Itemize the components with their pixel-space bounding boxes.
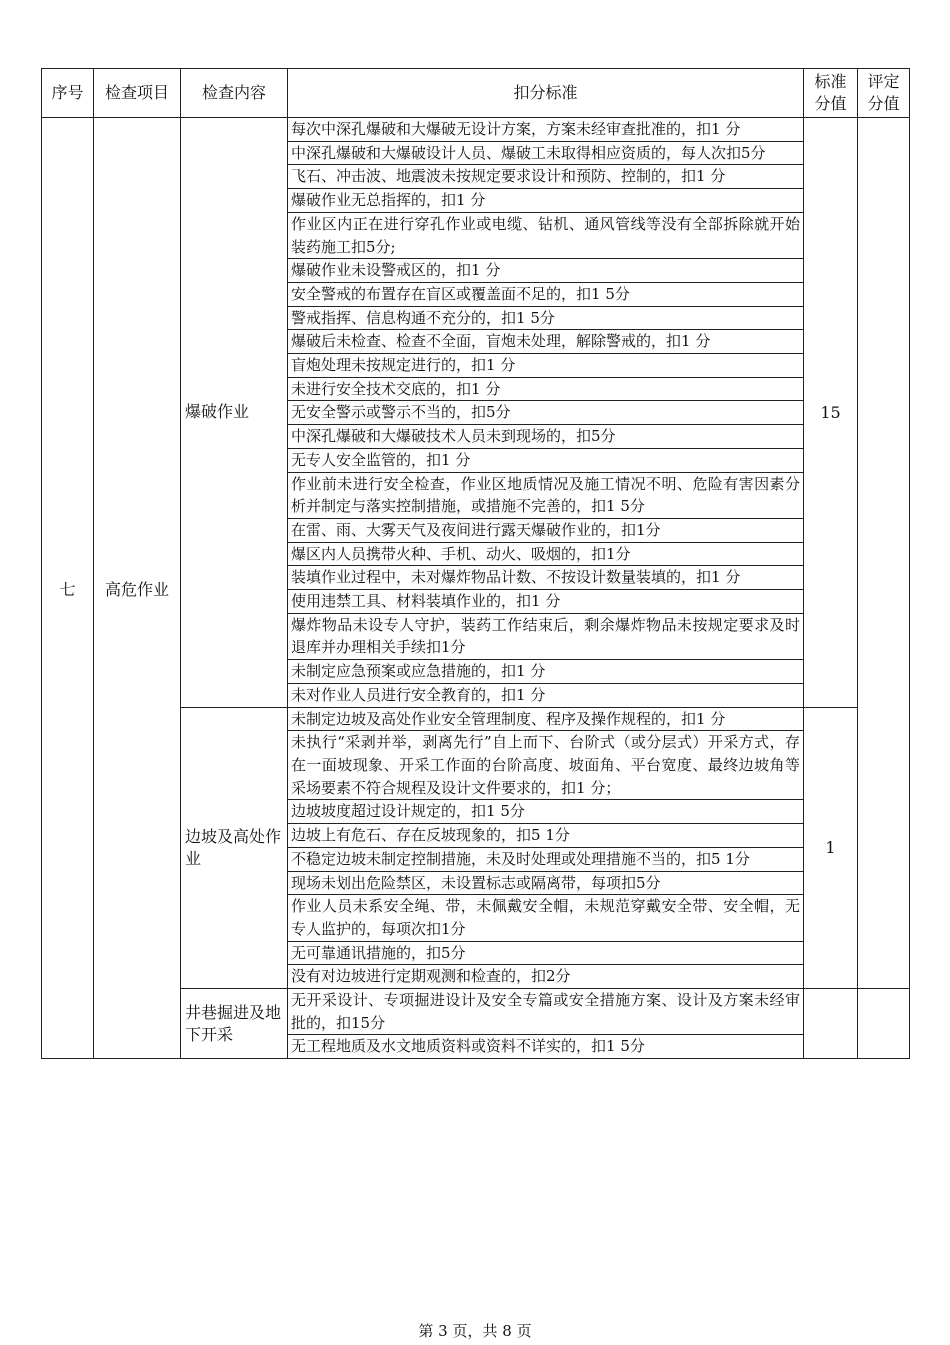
header-content: 检查内容 <box>181 69 288 118</box>
section-row-blasting <box>42 118 910 708</box>
criteria-cell-underground <box>288 989 804 1059</box>
criteria-item: 在雷、雨、大雾天气及夜间进行露天爆破作业的，扣1分 <box>288 519 803 543</box>
criteria-item: 无工程地质及水文地质资料或资料不详实的，扣1 5分 <box>291 1037 645 1056</box>
criteria-item: 安全警戒的布置存在盲区或覆盖面不足的，扣1 5分 <box>288 283 803 307</box>
criteria-item: 作业区内正在进行穿孔作业或电缆、钻机、通风管线等没有全部拆除就开始装药施工扣5分; <box>288 213 803 259</box>
criteria-item: 边坡上有危石、存在反坡现象的，扣5 1分 <box>288 824 803 848</box>
criteria-item: 无专人安全监管的，扣1 分 <box>288 449 803 473</box>
header-row <box>42 69 910 118</box>
criteria-item: 无开采设计、专项掘进设计及安全专篇或安全措施方案、设计及方案未经审批的，扣15分 <box>288 989 803 1035</box>
header-item: 检查项目 <box>94 69 181 118</box>
criteria-item: 作业人员未系安全绳、带，未佩戴安全帽，未规范穿戴安全带、安全帽，无专人监护的，每项次扣1分 <box>288 895 803 941</box>
criteria-item: 盲炮处理未按规定进行的，扣1 分 <box>288 354 803 378</box>
criteria-cell-slope <box>288 707 804 988</box>
criteria-item: 未对作业人员进行安全教育的，扣1 分 <box>291 685 546 704</box>
page-footer: 第 3 页，共 8 页 <box>418 1322 532 1340</box>
criteria-item: 爆区内人员携带火种、手机、动火、吸烟的，扣1分 <box>288 543 803 567</box>
criteria-item: 爆破后未检查、检查不全面，盲炮未处理，解除警戒的，扣1 分 <box>288 330 803 354</box>
criteria-item: 未制定边坡及高处作业安全管理制度、程序及操作规程的，扣1 分 <box>288 708 803 732</box>
criteria-list <box>288 989 803 1058</box>
std-score-cell-blasting: 15 <box>804 118 858 708</box>
criteria-item: 爆破作业未设警戒区的，扣1 分 <box>288 259 803 283</box>
criteria-item: 未执行“采剥并举，剥离先行”自上而下、台阶式（或分层式）开采方式，存在一面坡现象、开采工作面的台阶高度、坡面角、平台宽度、最终边坡角等采场要素不符合规程及设计文件要求的，扣1 分； <box>288 731 803 800</box>
eval-score-cell[interactable] <box>858 118 910 989</box>
header-criteria: 扣分标准 <box>288 69 804 118</box>
criteria-item: 每次中深孔爆破和大爆破无设计方案，方案未经审查批准的，扣1 分 <box>288 118 803 142</box>
criteria-list <box>288 118 803 707</box>
criteria-item: 无可靠通讯措施的，扣5分 <box>288 942 803 966</box>
criteria-item: 爆破作业无总指挥的，扣1 分 <box>288 189 803 213</box>
item-cell: 高危作业 <box>94 118 181 1059</box>
criteria-item: 警戒指挥、信息构通不充分的，扣1 5分 <box>288 307 803 331</box>
criteria-item: 现场未划出危险禁区，未设置标志或隔离带，每项扣5分 <box>288 872 803 896</box>
header-std-score: 标准 分值 <box>804 69 858 118</box>
criteria-item: 使用违禁工具、材料装填作业的，扣1 分 <box>288 590 803 614</box>
criteria-item: 飞石、冲击波、地震波未按规定要求设计和预防、控制的，扣1 分 <box>288 165 803 189</box>
std-score-cell-slope: 1 <box>804 707 858 988</box>
std-score-cell-underground <box>804 989 858 1059</box>
header-eval-score: 评定 分值 <box>858 69 910 118</box>
criteria-item: 未进行安全技术交底的，扣1 分 <box>288 378 803 402</box>
criteria-item: 中深孔爆破和大爆破设计人员、爆破工未取得相应资质的，每人次扣5分 <box>288 142 803 166</box>
content-cell-underground: 井巷掘进及地下开采 <box>181 989 288 1059</box>
criteria-item: 不稳定边坡未制定控制措施，未及时处理或处理措施不当的，扣5 1分 <box>288 848 803 872</box>
inspection-table <box>41 68 910 1059</box>
criteria-cell-blasting <box>288 118 804 708</box>
criteria-item: 无安全警示或警示不当的，扣5分 <box>288 401 803 425</box>
content-cell-blasting: 爆破作业 <box>181 118 288 708</box>
criteria-item: 爆炸物品未设专人守护，装药工作结束后，剩余爆炸物品未按规定要求及时退库并办理相关手续扣1分 <box>288 614 803 660</box>
header-seq: 序号 <box>42 69 94 118</box>
seq-cell: 七 <box>42 118 94 1059</box>
criteria-item: 装填作业过程中，未对爆炸物品计数、不按设计数量装填的，扣1 分 <box>288 566 803 590</box>
inspection-sheet <box>41 68 909 1059</box>
content-cell-slope: 边坡及高处作业 <box>181 707 288 988</box>
criteria-item: 没有对边坡进行定期观测和检查的，扣2分 <box>291 967 571 986</box>
eval-score-cell-underground[interactable] <box>858 989 910 1059</box>
criteria-item: 作业前未进行安全检查，作业区地质情况及施工情况不明、危险有害因素分析并制定与落实控制措施，或措施不完善的，扣1 5分 <box>288 473 803 519</box>
criteria-list <box>288 708 803 988</box>
criteria-item: 边坡坡度超过设计规定的，扣1 5分 <box>288 800 803 824</box>
criteria-item: 中深孔爆破和大爆破技术人员未到现场的，扣5分 <box>288 425 803 449</box>
criteria-item: 未制定应急预案或应急措施的，扣1 分 <box>288 660 803 684</box>
